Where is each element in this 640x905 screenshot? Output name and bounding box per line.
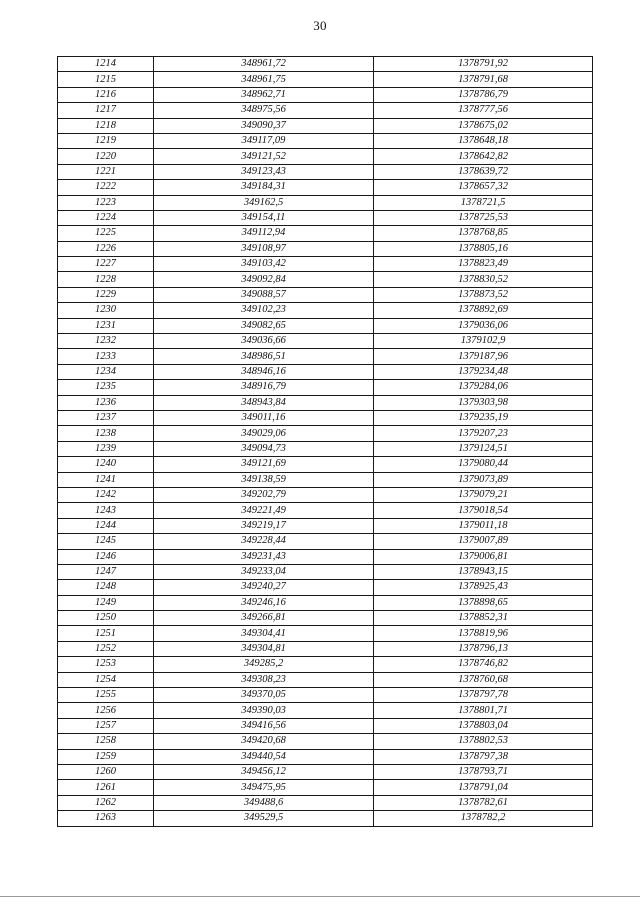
point-number-cell: 1232 bbox=[58, 334, 154, 349]
table-row bbox=[58, 118, 593, 133]
table-row bbox=[58, 364, 593, 379]
point-number-cell: 1247 bbox=[58, 564, 154, 579]
x-coordinate-cell: 349103,42 bbox=[154, 257, 374, 272]
y-coordinate-cell: 1379102,9 bbox=[374, 334, 593, 349]
y-coordinate-cell: 1378802,53 bbox=[374, 734, 593, 749]
point-number-cell: 1214 bbox=[58, 57, 154, 72]
x-coordinate-cell: 349090,37 bbox=[154, 118, 374, 133]
x-coordinate-cell: 349475,95 bbox=[154, 780, 374, 795]
x-coordinate-cell: 348961,72 bbox=[154, 57, 374, 72]
table-row bbox=[58, 734, 593, 749]
point-number-cell: 1233 bbox=[58, 349, 154, 364]
x-coordinate-cell: 349184,31 bbox=[154, 180, 374, 195]
table-row bbox=[58, 133, 593, 148]
x-coordinate-cell: 349123,43 bbox=[154, 164, 374, 179]
table-row bbox=[58, 657, 593, 672]
x-coordinate-cell: 349138,59 bbox=[154, 472, 374, 487]
point-number-cell: 1231 bbox=[58, 318, 154, 333]
table-row bbox=[58, 503, 593, 518]
table-row bbox=[58, 764, 593, 779]
table-row bbox=[58, 549, 593, 564]
x-coordinate-cell: 349440,54 bbox=[154, 749, 374, 764]
point-number-cell: 1217 bbox=[58, 103, 154, 118]
y-coordinate-cell: 1378782,61 bbox=[374, 795, 593, 810]
table-row bbox=[58, 410, 593, 425]
x-coordinate-cell: 349488,6 bbox=[154, 795, 374, 810]
table-row bbox=[58, 87, 593, 102]
y-coordinate-cell: 1378852,31 bbox=[374, 611, 593, 626]
table-row bbox=[58, 103, 593, 118]
x-coordinate-cell: 349082,65 bbox=[154, 318, 374, 333]
point-number-cell: 1263 bbox=[58, 811, 154, 826]
y-coordinate-cell: 1378892,69 bbox=[374, 303, 593, 318]
x-coordinate-cell: 349456,12 bbox=[154, 764, 374, 779]
x-coordinate-cell: 349088,57 bbox=[154, 287, 374, 302]
y-coordinate-cell: 1379036,06 bbox=[374, 318, 593, 333]
x-coordinate-cell: 349102,23 bbox=[154, 303, 374, 318]
y-coordinate-cell: 1378943,15 bbox=[374, 564, 593, 579]
point-number-cell: 1245 bbox=[58, 534, 154, 549]
point-number-cell: 1257 bbox=[58, 718, 154, 733]
x-coordinate-cell: 349121,69 bbox=[154, 457, 374, 472]
point-number-cell: 1258 bbox=[58, 734, 154, 749]
table-row bbox=[58, 487, 593, 502]
y-coordinate-cell: 1378746,82 bbox=[374, 657, 593, 672]
y-coordinate-cell: 1378898,65 bbox=[374, 595, 593, 610]
point-number-cell: 1227 bbox=[58, 257, 154, 272]
x-coordinate-cell: 349304,81 bbox=[154, 641, 374, 656]
y-coordinate-cell: 1378782,2 bbox=[374, 811, 593, 826]
point-number-cell: 1249 bbox=[58, 595, 154, 610]
x-coordinate-cell: 349117,09 bbox=[154, 133, 374, 148]
point-number-cell: 1253 bbox=[58, 657, 154, 672]
x-coordinate-cell: 349246,16 bbox=[154, 595, 374, 610]
x-coordinate-cell: 348946,16 bbox=[154, 364, 374, 379]
y-coordinate-cell: 1379073,89 bbox=[374, 472, 593, 487]
table-row bbox=[58, 611, 593, 626]
point-number-cell: 1240 bbox=[58, 457, 154, 472]
y-coordinate-cell: 1378725,53 bbox=[374, 210, 593, 225]
x-coordinate-cell: 349219,17 bbox=[154, 518, 374, 533]
table-row bbox=[58, 257, 593, 272]
y-coordinate-cell: 1378823,49 bbox=[374, 257, 593, 272]
point-number-cell: 1235 bbox=[58, 380, 154, 395]
y-coordinate-cell: 1378791,68 bbox=[374, 72, 593, 87]
y-coordinate-cell: 1379207,23 bbox=[374, 426, 593, 441]
table-row bbox=[58, 672, 593, 687]
point-number-cell: 1220 bbox=[58, 149, 154, 164]
y-coordinate-cell: 1378801,71 bbox=[374, 703, 593, 718]
y-coordinate-cell: 1378819,96 bbox=[374, 626, 593, 641]
table-row bbox=[58, 226, 593, 241]
y-coordinate-cell: 1379234,48 bbox=[374, 364, 593, 379]
table-row bbox=[58, 795, 593, 810]
x-coordinate-cell: 349092,84 bbox=[154, 272, 374, 287]
y-coordinate-cell: 1379284,06 bbox=[374, 380, 593, 395]
table-row bbox=[58, 534, 593, 549]
table-row bbox=[58, 195, 593, 210]
x-coordinate-cell: 349154,11 bbox=[154, 210, 374, 225]
point-number-cell: 1243 bbox=[58, 503, 154, 518]
table-row bbox=[58, 272, 593, 287]
table-row bbox=[58, 180, 593, 195]
point-number-cell: 1228 bbox=[58, 272, 154, 287]
x-coordinate-cell: 349108,97 bbox=[154, 241, 374, 256]
point-number-cell: 1239 bbox=[58, 441, 154, 456]
x-coordinate-cell: 348916,79 bbox=[154, 380, 374, 395]
y-coordinate-cell: 1378803,04 bbox=[374, 718, 593, 733]
point-number-cell: 1259 bbox=[58, 749, 154, 764]
point-number-cell: 1260 bbox=[58, 764, 154, 779]
table-row bbox=[58, 595, 593, 610]
x-coordinate-cell: 349228,44 bbox=[154, 534, 374, 549]
coordinates-table bbox=[57, 56, 593, 827]
point-number-cell: 1230 bbox=[58, 303, 154, 318]
table-row bbox=[58, 380, 593, 395]
page-number: 30 bbox=[313, 18, 327, 33]
point-number-cell: 1223 bbox=[58, 195, 154, 210]
point-number-cell: 1222 bbox=[58, 180, 154, 195]
y-coordinate-cell: 1379007,89 bbox=[374, 534, 593, 549]
x-coordinate-cell: 349162,5 bbox=[154, 195, 374, 210]
point-number-cell: 1261 bbox=[58, 780, 154, 795]
y-coordinate-cell: 1378675,02 bbox=[374, 118, 593, 133]
table-row bbox=[58, 580, 593, 595]
point-number-cell: 1248 bbox=[58, 580, 154, 595]
y-coordinate-cell: 1378648,18 bbox=[374, 133, 593, 148]
x-coordinate-cell: 348962,71 bbox=[154, 87, 374, 102]
x-coordinate-cell: 348943,84 bbox=[154, 395, 374, 410]
table-row bbox=[58, 164, 593, 179]
y-coordinate-cell: 1379018,54 bbox=[374, 503, 593, 518]
y-coordinate-cell: 1378657,32 bbox=[374, 180, 593, 195]
table-row bbox=[58, 334, 593, 349]
y-coordinate-cell: 1378791,92 bbox=[374, 57, 593, 72]
y-coordinate-cell: 1379080,44 bbox=[374, 457, 593, 472]
y-coordinate-cell: 1378768,85 bbox=[374, 226, 593, 241]
table-row bbox=[58, 349, 593, 364]
point-number-cell: 1252 bbox=[58, 641, 154, 656]
y-coordinate-cell: 1378793,71 bbox=[374, 764, 593, 779]
point-number-cell: 1262 bbox=[58, 795, 154, 810]
y-coordinate-cell: 1378805,16 bbox=[374, 241, 593, 256]
x-coordinate-cell: 349529,5 bbox=[154, 811, 374, 826]
coordinates-table-body bbox=[58, 57, 593, 827]
table-row bbox=[58, 241, 593, 256]
y-coordinate-cell: 1379006,81 bbox=[374, 549, 593, 564]
point-number-cell: 1237 bbox=[58, 410, 154, 425]
point-number-cell: 1250 bbox=[58, 611, 154, 626]
point-number-cell: 1234 bbox=[58, 364, 154, 379]
point-number-cell: 1229 bbox=[58, 287, 154, 302]
y-coordinate-cell: 1378639,72 bbox=[374, 164, 593, 179]
table-row bbox=[58, 287, 593, 302]
point-number-cell: 1255 bbox=[58, 688, 154, 703]
point-number-cell: 1256 bbox=[58, 703, 154, 718]
point-number-cell: 1221 bbox=[58, 164, 154, 179]
table-row bbox=[58, 780, 593, 795]
x-coordinate-cell: 349308,23 bbox=[154, 672, 374, 687]
x-coordinate-cell: 349370,05 bbox=[154, 688, 374, 703]
y-coordinate-cell: 1378796,13 bbox=[374, 641, 593, 656]
y-coordinate-cell: 1379235,19 bbox=[374, 410, 593, 425]
point-number-cell: 1241 bbox=[58, 472, 154, 487]
y-coordinate-cell: 1379124,51 bbox=[374, 441, 593, 456]
x-coordinate-cell: 349036,66 bbox=[154, 334, 374, 349]
table-row bbox=[58, 518, 593, 533]
y-coordinate-cell: 1378830,52 bbox=[374, 272, 593, 287]
y-coordinate-cell: 1378721,5 bbox=[374, 195, 593, 210]
y-coordinate-cell: 1379187,96 bbox=[374, 349, 593, 364]
table-row bbox=[58, 472, 593, 487]
point-number-cell: 1244 bbox=[58, 518, 154, 533]
y-coordinate-cell: 1379011,18 bbox=[374, 518, 593, 533]
x-coordinate-cell: 349233,04 bbox=[154, 564, 374, 579]
table-row bbox=[58, 395, 593, 410]
y-coordinate-cell: 1378786,79 bbox=[374, 87, 593, 102]
y-coordinate-cell: 1379079,21 bbox=[374, 487, 593, 502]
x-coordinate-cell: 349112,94 bbox=[154, 226, 374, 241]
y-coordinate-cell: 1378797,78 bbox=[374, 688, 593, 703]
point-number-cell: 1242 bbox=[58, 487, 154, 502]
point-number-cell: 1246 bbox=[58, 549, 154, 564]
y-coordinate-cell: 1379303,98 bbox=[374, 395, 593, 410]
x-coordinate-cell: 349285,2 bbox=[154, 657, 374, 672]
point-number-cell: 1216 bbox=[58, 87, 154, 102]
table-row bbox=[58, 57, 593, 72]
table-row bbox=[58, 303, 593, 318]
point-number-cell: 1236 bbox=[58, 395, 154, 410]
table-row bbox=[58, 718, 593, 733]
x-coordinate-cell: 348986,51 bbox=[154, 349, 374, 364]
table-row bbox=[58, 641, 593, 656]
table-row bbox=[58, 441, 593, 456]
x-coordinate-cell: 349420,68 bbox=[154, 734, 374, 749]
x-coordinate-cell: 349094,73 bbox=[154, 441, 374, 456]
x-coordinate-cell: 349304,41 bbox=[154, 626, 374, 641]
table-row bbox=[58, 811, 593, 826]
y-coordinate-cell: 1378925,43 bbox=[374, 580, 593, 595]
table-row bbox=[58, 72, 593, 87]
point-number-cell: 1219 bbox=[58, 133, 154, 148]
x-coordinate-cell: 349416,56 bbox=[154, 718, 374, 733]
table-row bbox=[58, 688, 593, 703]
table-row bbox=[58, 318, 593, 333]
table-row bbox=[58, 426, 593, 441]
point-number-cell: 1251 bbox=[58, 626, 154, 641]
y-coordinate-cell: 1378873,52 bbox=[374, 287, 593, 302]
table-row bbox=[58, 564, 593, 579]
table-row bbox=[58, 626, 593, 641]
point-number-cell: 1254 bbox=[58, 672, 154, 687]
x-coordinate-cell: 349390,03 bbox=[154, 703, 374, 718]
table-row bbox=[58, 457, 593, 472]
x-coordinate-cell: 349011,16 bbox=[154, 410, 374, 425]
point-number-cell: 1225 bbox=[58, 226, 154, 241]
x-coordinate-cell: 349121,52 bbox=[154, 149, 374, 164]
y-coordinate-cell: 1378791,04 bbox=[374, 780, 593, 795]
table-row bbox=[58, 149, 593, 164]
point-number-cell: 1218 bbox=[58, 118, 154, 133]
table-row bbox=[58, 703, 593, 718]
y-coordinate-cell: 1378642,82 bbox=[374, 149, 593, 164]
x-coordinate-cell: 349202,79 bbox=[154, 487, 374, 502]
x-coordinate-cell: 348961,75 bbox=[154, 72, 374, 87]
x-coordinate-cell: 349231,43 bbox=[154, 549, 374, 564]
x-coordinate-cell: 348975,56 bbox=[154, 103, 374, 118]
point-number-cell: 1215 bbox=[58, 72, 154, 87]
y-coordinate-cell: 1378777,56 bbox=[374, 103, 593, 118]
page-bottom-rule bbox=[0, 896, 640, 897]
x-coordinate-cell: 349240,27 bbox=[154, 580, 374, 595]
x-coordinate-cell: 349266,81 bbox=[154, 611, 374, 626]
x-coordinate-cell: 349221,49 bbox=[154, 503, 374, 518]
y-coordinate-cell: 1378797,38 bbox=[374, 749, 593, 764]
y-coordinate-cell: 1378760,68 bbox=[374, 672, 593, 687]
point-number-cell: 1224 bbox=[58, 210, 154, 225]
point-number-cell: 1226 bbox=[58, 241, 154, 256]
point-number-cell: 1238 bbox=[58, 426, 154, 441]
x-coordinate-cell: 349029,06 bbox=[154, 426, 374, 441]
table-row bbox=[58, 210, 593, 225]
table-row bbox=[58, 749, 593, 764]
